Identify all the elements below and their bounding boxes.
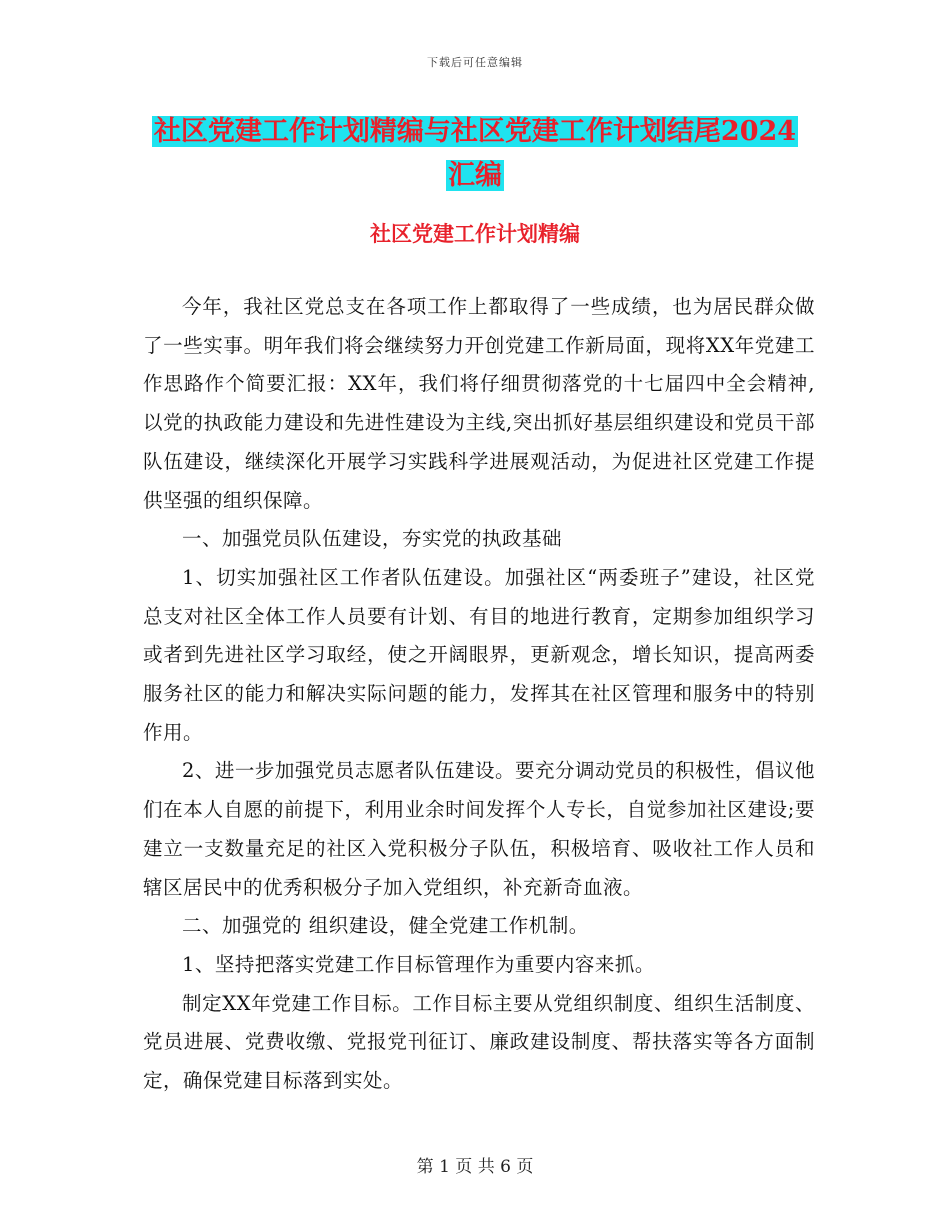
paragraph: 2、进一步加强党员志愿者队伍建设。要充分调动党员的积极性，倡议他们在本人自愿的前提下，利用业余时间发挥个人专长，自觉参加社区建设;要建立一支数量充足的社区入党积极分子队伍，积极培育、吸收社工作人员和辖区居民中的优秀积极分子加入党组织，补充新奇血液。 — [143, 759, 815, 899]
paragraph: 制定XX年党建工作目标。工作目标主要从党组织制度、组织生活制度、党员进展、党费收缴、党报党刊征订、廉政建设制度、帮扶落实等各方面制定，确保党建目标落到实处。 — [143, 991, 815, 1093]
paragraph: 1、切实加强社区工作者队伍建设。加强社区“两委班子”建设，社区党总支对社区全体工作人员要有计划、有目的地进行教育，定期参加组织学习或者到先进社区学习取经，使之开阔眼界，更新观念，增长知识，提高两委服务社区的能力和解决实际问题的能力，发挥其在社区管理和服务中的特别作用。 — [143, 565, 815, 744]
header-note: 下载后可任意编辑 — [427, 56, 523, 69]
page-footer: 第 1 页 共 6 页 — [416, 1157, 534, 1177]
paragraph: 二、加强党的 组织建设，健全党建工作机制。 — [182, 914, 589, 938]
title-line-2: 汇编 — [448, 160, 502, 191]
paragraph: 一、加强党员队伍建设，夯实党的执政基础 — [182, 527, 563, 551]
paragraph: 1、坚持把落实党建工作目标管理作为重要内容来抓。 — [182, 952, 655, 976]
paragraph: 今年，我社区党总支在各项工作上都取得了一些成绩，也为居民群众做了一些实事。明年我们将会继续努力开创党建工作新局面，现将XX年党建工作思路作个简要汇报：XX年，我们将仔细贯彻落党的十七届四中全会精神,以党的执政能力建设和先进性建设为主线,突出抓好基层组织建设和党员干部队伍建设，继续深化开展学习实践科学进展观活动，为促进社区党建工作提供坚强的组织保障。 — [143, 295, 815, 512]
document-title — [140, 110, 810, 198]
section-title: 社区党建工作计划精编 — [370, 221, 580, 246]
document-body — [143, 288, 815, 1101]
title-line-1: 社区党建工作计划精编与社区党建工作计划结尾2024 — [153, 116, 797, 147]
